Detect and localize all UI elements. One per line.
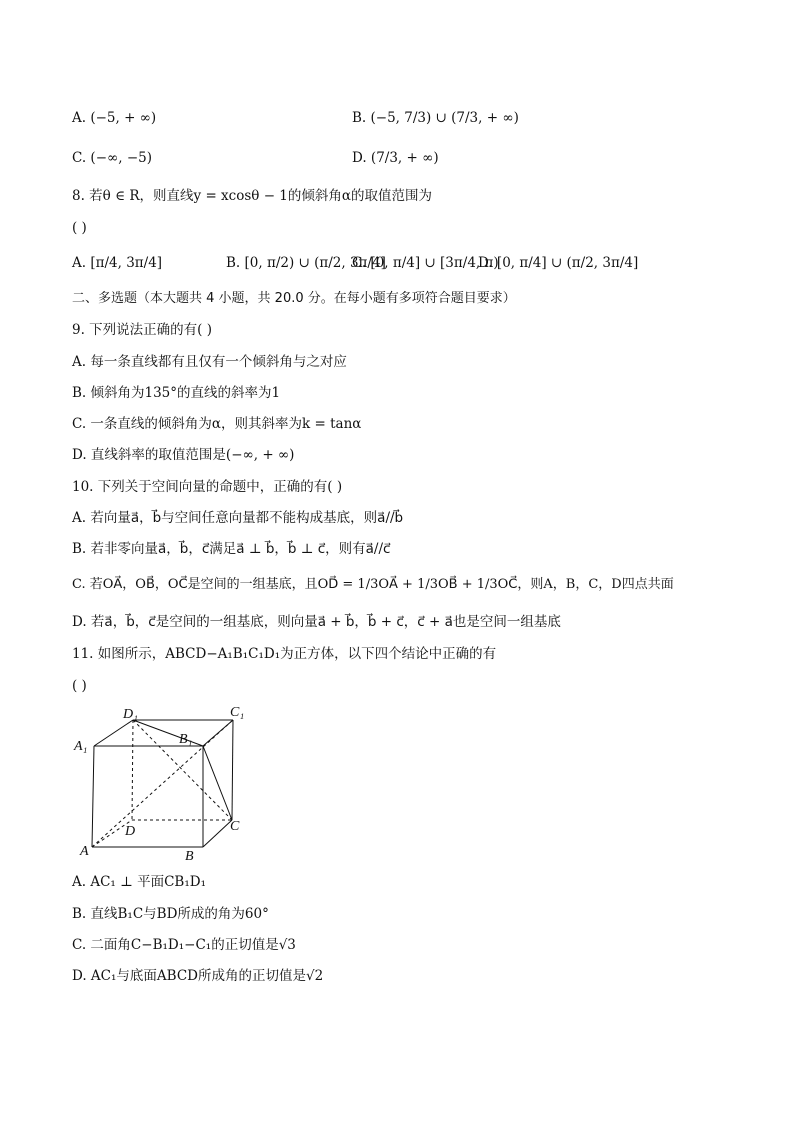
- cube-figure: [70, 700, 260, 870]
- edge-c1-c: [232, 720, 233, 820]
- q10-option-d: D. 若a⃗，b⃗，c⃗是空间的一组基底，则向量a⃗ + b⃗，b⃗ + c⃗，c⃗ + a⃗也是空间一组基底: [72, 614, 561, 630]
- label-d1: D₁: [123, 707, 138, 722]
- q11-option-c: C. 二面角C−B₁D₁−C₁的正切值是√3: [72, 937, 296, 953]
- label-c1: C₁: [230, 705, 245, 720]
- q8-stem: 8. 若θ ∈ R，则直线y = xcosθ − 1的倾斜角α的取值范围为: [72, 188, 433, 204]
- label-b1: B₁: [179, 732, 193, 747]
- label-a: A: [80, 844, 89, 859]
- q11-stem: 11. 如图所示，ABCD−A₁B₁C₁D₁为正方体，以下四个结论中正确的有: [72, 646, 497, 662]
- q8-answer-paren: ( ): [72, 220, 87, 236]
- q7-option-a: A. (−5, + ∞): [72, 110, 157, 126]
- q11-option-d: D. AC₁与底面ABCD所成角的正切值是√2: [72, 968, 324, 984]
- q10-option-a: A. 若向量a⃗，b⃗与空间任意向量都不能构成基底，则a⃗//b⃗: [72, 510, 404, 526]
- edge-a-a1: [92, 746, 94, 847]
- q10-option-b: B. 若非零向量a⃗，b⃗，c⃗满足a⃗ ⊥ b⃗，b⃗ ⊥ c⃗，则有a⃗//c⃗: [72, 541, 391, 557]
- q7-option-c: C. (−∞, −5): [72, 150, 153, 166]
- q8-option-d: D. [0, π/4] ∪ (π/2, 3π/4]: [478, 255, 639, 271]
- segment-d1-b1: [133, 720, 203, 746]
- segment-b1-c: [203, 746, 232, 820]
- q11-option-a: A. AC₁ ⊥ 平面CB₁D₁: [72, 874, 206, 890]
- q8-option-b: B. [0, π/2) ∪ (π/2, 3π/4]: [226, 255, 386, 271]
- q9-option-b: B. 倾斜角为135°的直线的斜率为1: [72, 385, 281, 401]
- q7-option-b: B. (−5, 7/3) ∪ (7/3, + ∞): [352, 110, 519, 126]
- label-b: B: [185, 849, 194, 864]
- edge-d1-d: [132, 720, 133, 820]
- q9-stem: 9. 下列说法正确的有( ): [72, 322, 212, 338]
- q10-stem: 10. 下列关于空间向量的命题中，正确的有( ): [72, 479, 343, 495]
- label-a1: A₁: [74, 739, 88, 754]
- edge-b-c: [203, 820, 232, 847]
- label-c: C: [230, 819, 240, 834]
- q7-option-d: D. (7/3, + ∞): [352, 150, 439, 166]
- q8-option-a: A. [π/4, 3π/4]: [72, 255, 163, 271]
- q9-option-a: A. 每一条直线都有且仅有一个倾斜角与之对应: [72, 354, 347, 370]
- q10-option-c: C. 若OA⃗，OB⃗，OC⃗是空间的一组基底，且OD⃗ = 1/3OA⃗ + 1/3OB⃗ + 1/3OC⃗，则A，B，C，D四点共面: [72, 577, 674, 592]
- q8-option-c: C. [0, π/4] ∪ [3π/4, π): [352, 255, 499, 271]
- label-d: D: [125, 824, 136, 839]
- edge-a1-d1: [94, 720, 133, 746]
- q11-answer-paren: ( ): [72, 678, 87, 694]
- section-header-multi-choice: 二、多选题（本大题共 4 小题，共 20.0 分。在每小题有多项符合题目要求）: [72, 291, 516, 306]
- q9-option-c: C. 一条直线的倾斜角为α，则其斜率为k = tanα: [72, 416, 362, 432]
- q9-option-d: D. 直线斜率的取值范围是(−∞, + ∞): [72, 447, 295, 463]
- segment-a-c1: [92, 720, 233, 847]
- q11-option-b: B. 直线B₁C与BD所成的角为60°: [72, 906, 269, 922]
